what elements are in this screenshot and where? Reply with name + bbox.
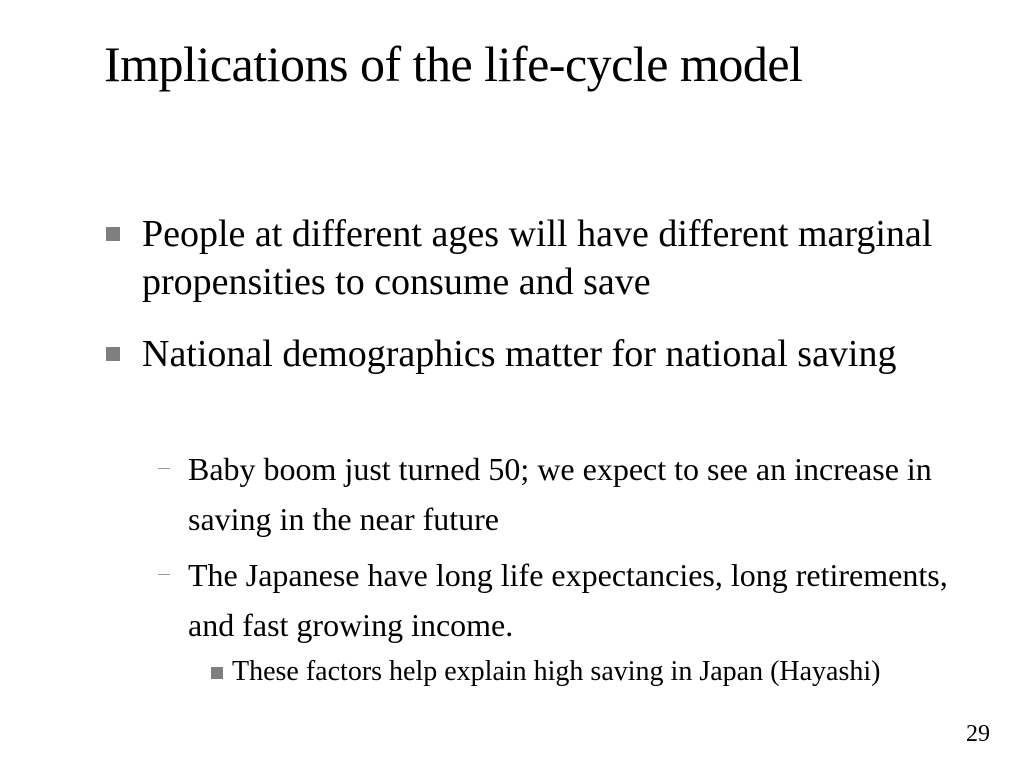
slide-title: Implications of the life-cycle model xyxy=(104,36,803,92)
dash-bullet-icon xyxy=(158,574,170,575)
square-bullet-icon xyxy=(106,347,120,361)
bullet-text: National demographics matter for national saving xyxy=(142,333,897,375)
bullet-item-ages xyxy=(142,210,962,306)
page-number: 29 xyxy=(966,721,990,747)
subsubbullet-text: These factors help explain high saving in Japan (Hayashi) xyxy=(232,656,881,687)
subbullet-item-baby-boom xyxy=(188,444,978,544)
dash-bullet-icon xyxy=(158,468,170,469)
bullet-text: People at different ages will have different marginal propensities to consume and save xyxy=(142,213,933,303)
bullet-item-demographics xyxy=(142,330,962,378)
square-bullet-icon xyxy=(106,227,120,241)
subbullet-item-japanese xyxy=(188,550,978,650)
subsubbullet-item-hayashi xyxy=(232,654,992,690)
subbullet-text: Baby boom just turned 50; we expect to see an increase in saving in the near future xyxy=(188,451,932,537)
subbullet-text: The Japanese have long life expectancies, long retirements, and fast growing income. xyxy=(188,557,948,643)
square-bullet-icon xyxy=(211,667,223,679)
